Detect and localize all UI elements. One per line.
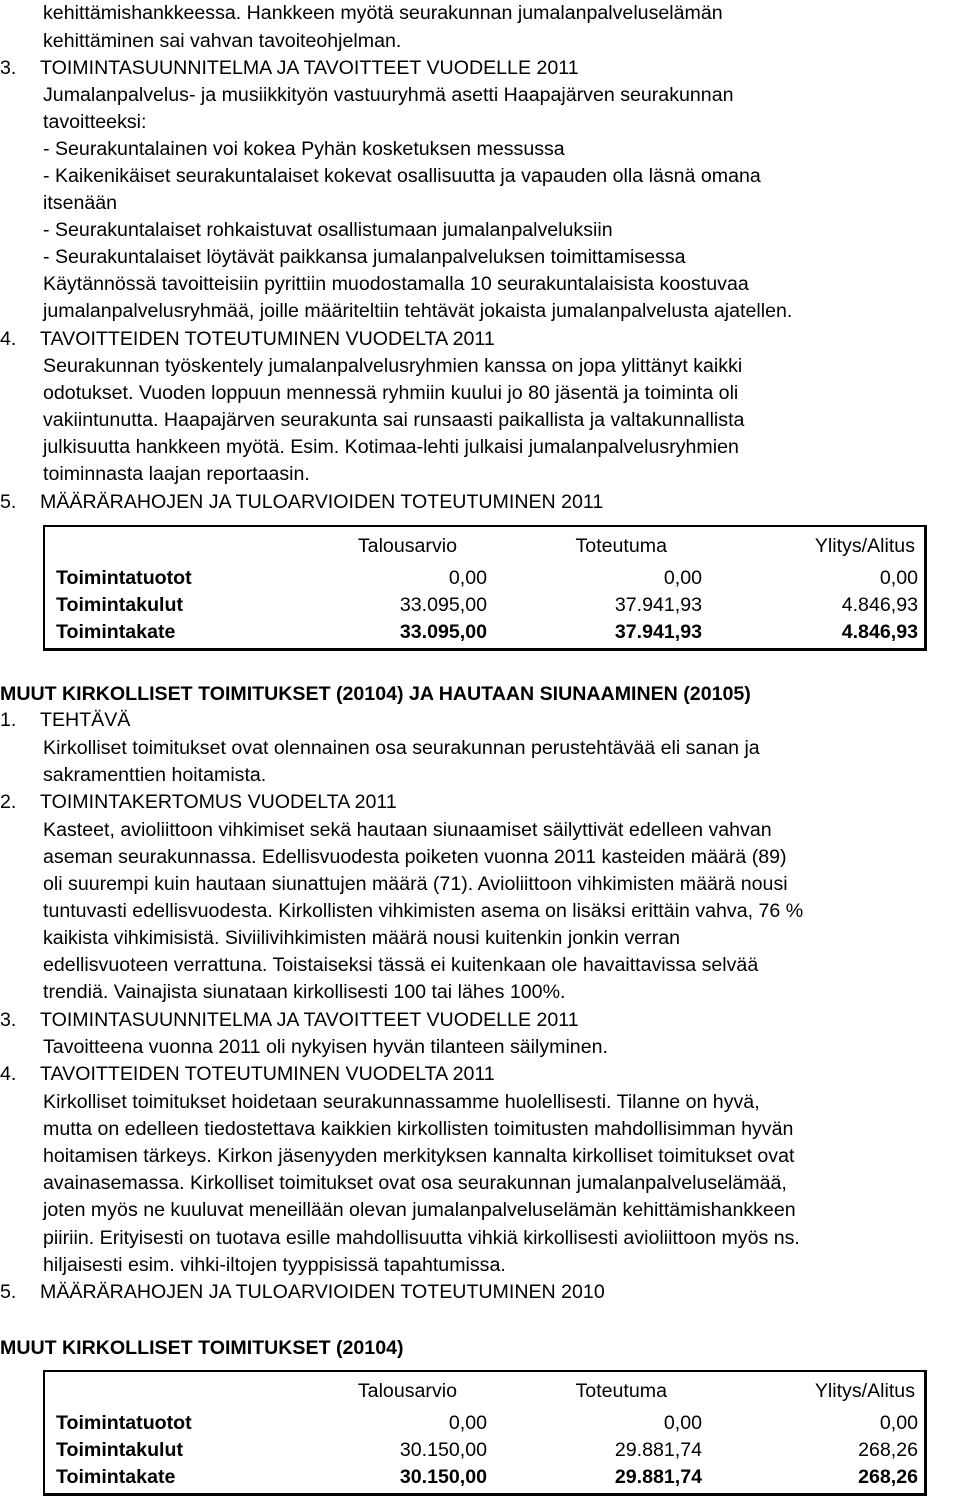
cell-toteutuma: 37.941,93 — [614, 621, 702, 643]
paragraph-line: piiriin. Erityisesti on tuotava esille mahdollisuutta vihkiä kirkollisesti avioliittoon myös ns. — [43, 1227, 800, 1249]
table-row — [43, 592, 929, 619]
table-row — [43, 1437, 929, 1464]
paragraph-line: vakiintunutta. Haapajärven seurakunta sai runsaasti paikallista ja valtakunnallista — [43, 409, 745, 431]
list-item: - Seurakuntalaiset rohkaistuvat osallistumaan jumalanpalveluksiin — [43, 219, 613, 241]
section-heading — [0, 1279, 605, 1305]
main-heading: MUUT KIRKOLLISET TOIMITUKSET (20104) JA HAUTAAN SIUNAAMINEN (20105) — [0, 683, 751, 705]
cell-toteutuma: 0,00 — [663, 1412, 702, 1434]
paragraph-line: Kirkolliset toimitukset hoidetaan seurakunnassamme huolellisesti. Tilanne on hyvä, — [43, 1091, 760, 1113]
paragraph-line: hoitamisen tärkeys. Kirkon jäsenyyden merkityksen kannalta kirkolliset toimitukset ovat — [43, 1145, 795, 1167]
row-label: Toimintakate — [56, 1466, 176, 1488]
paragraph-line: Tavoitteena vuonna 2011 oli nykyisen hyvän tilanteen säilyminen. — [43, 1036, 608, 1058]
paragraph-line: Kirkolliset toimitukset ovat olennainen osa seurakunnan perustehtävää eli sanan ja — [43, 737, 760, 759]
header-ylitys-alitus: Ylitys/Alitus — [814, 1380, 915, 1402]
section-heading — [0, 489, 603, 515]
section-number: 1. — [0, 709, 17, 731]
cell-talousarvio: 33.095,00 — [399, 594, 487, 616]
section-title: MÄÄRÄRAHOJEN JA TULOARVIOIDEN TOTEUTUMINEN 2011 — [40, 491, 604, 513]
section-heading — [0, 1061, 495, 1087]
cell-ylitys-alitus: 268,26 — [858, 1439, 918, 1461]
paragraph-line: mutta on edelleen tiedostettava kaikkien kirkollisten toimitusten mahdollisimman hyvän — [43, 1118, 794, 1140]
section-title: TEHTÄVÄ — [40, 709, 131, 731]
section-title: TAVOITTEIDEN TOTEUTUMINEN VUODELTA 2011 — [40, 328, 495, 350]
cell-ylitys-alitus: 0,00 — [879, 1412, 918, 1434]
paragraph-line: odotukset. Vuoden loppuun mennessä ryhmiin kuului jo 80 jäsentä ja toiminta oli — [43, 382, 739, 404]
header-toteutuma: Toteutuma — [575, 1380, 667, 1402]
section-number: 4. — [0, 1063, 17, 1085]
cell-talousarvio: 0,00 — [448, 1412, 487, 1434]
paragraph-line: jumalanpalvelusryhmää, joille määriteltiin tehtävät jokaista jumalanpalvelusta ajatellen. — [43, 300, 793, 322]
table-row-total — [43, 1464, 929, 1491]
section-number: 2. — [0, 791, 17, 813]
list-item: - Kaikenikäiset seurakuntalaiset kokevat osallisuutta ja vapauden olla läsnä omana — [43, 165, 761, 187]
list-item: - Seurakuntalaiset löytävät paikkansa jumalanpalveluksen toimittamisessa — [43, 246, 686, 268]
paragraph-line: Seurakunnan työskentely jumalanpalvelusryhmien kanssa on jopa ylittänyt kaikki — [43, 355, 743, 377]
paragraph-line: avainasemassa. Kirkolliset toimitukset ovat osa seurakunnan jumalanpalveluselämää, — [43, 1172, 787, 1194]
paragraph-line: toiminnasta laajan reportaasin. — [43, 463, 310, 485]
section-number: 5. — [0, 1281, 17, 1303]
paragraph-line: Kasteet, avioliittoon vihkimiset sekä hautaan siunaamiset säilyttivät edelleen vahvan — [43, 819, 772, 841]
section-number: 3. — [0, 57, 17, 79]
cell-talousarvio: 33.095,00 — [399, 621, 487, 643]
header-toteutuma: Toteutuma — [575, 535, 667, 557]
paragraph-line: tuntuvasti edellisvuodesta. Kirkollisten vihkimisten asema on lisäksi erittäin vahva, 76 % — [43, 900, 804, 922]
budget-table-2011 — [43, 525, 929, 651]
table-row-total — [43, 619, 929, 646]
paragraph-line: sakramenttien hoitamista. — [43, 764, 267, 786]
section-heading — [0, 326, 495, 352]
cell-ylitys-alitus: 268,26 — [858, 1466, 918, 1488]
paragraph-line: kaikista vihkimisistä. Siviilivihkimisten määrä nousi kuitenkin jonkin verran — [43, 927, 681, 949]
budget-table-2010 — [43, 1370, 929, 1496]
section-title: MÄÄRÄRAHOJEN JA TULOARVIOIDEN TOTEUTUMINEN 2010 — [40, 1281, 605, 1303]
cell-talousarvio: 0,00 — [448, 567, 487, 589]
section-number: 3. — [0, 1009, 17, 1031]
cell-toteutuma: 29.881,74 — [614, 1439, 702, 1461]
section-heading — [0, 1007, 579, 1033]
cell-toteutuma: 0,00 — [663, 567, 702, 589]
cell-talousarvio: 30.150,00 — [399, 1439, 487, 1461]
paragraph-line: aseman seurakunnassa. Edellisvuodesta poiketen vuonna 2011 kasteiden määrä (89) — [43, 846, 787, 868]
section-number: 5. — [0, 491, 17, 513]
cell-toteutuma: 37.941,93 — [614, 594, 702, 616]
table-header-row — [43, 533, 929, 560]
paragraph-line: kehittäminen sai vahvan tavoiteohjelman. — [43, 30, 402, 52]
row-label: Toimintakate — [56, 621, 176, 643]
section-heading — [0, 707, 130, 733]
row-label: Toimintakulut — [56, 594, 183, 616]
paragraph-line: tavoitteeksi: — [43, 111, 147, 133]
paragraph-line: hiljaisesti esim. vihki-iltojen tyyppisissä tapahtumissa. — [43, 1254, 506, 1276]
paragraph-line: kehittämishankkeessa. Hankkeen myötä seurakunnan jumalanpalveluselämän — [43, 2, 723, 24]
list-item-continued: itsenään — [43, 192, 118, 214]
paragraph-line: trendiä. Vainajista siunataan kirkollisesti 100 tai lähes 100%. — [43, 981, 566, 1003]
paragraph-line: joten myös ne kuuluvat meneillään olevan jumalanpalveluselämän kehittämishankkeen — [43, 1199, 796, 1221]
cell-ylitys-alitus: 0,00 — [879, 567, 918, 589]
section-number: 4. — [0, 328, 17, 350]
table-header-row — [43, 1378, 929, 1405]
header-ylitys-alitus: Ylitys/Alitus — [814, 535, 915, 557]
paragraph-line: Käytännössä tavoitteisiin pyrittiin muodostamalla 10 seurakuntalaisista koostuvaa — [43, 273, 749, 295]
paragraph-line: oli suurempi kuin hautaan siunattujen määrä (71). Avioliittoon vihkimisten määrä nousi — [43, 873, 788, 895]
table-row — [43, 565, 929, 592]
header-talousarvio: Talousarvio — [357, 1380, 457, 1402]
list-item: - Seurakuntalainen voi kokea Pyhän kosketuksen messussa — [43, 138, 565, 160]
cell-talousarvio: 30.150,00 — [399, 1466, 487, 1488]
header-talousarvio: Talousarvio — [357, 535, 457, 557]
paragraph-line: edellisvuoteen verrattuna. Toistaiseksi tässä ei kuitenkaan ole havaittavissa selvää — [43, 954, 759, 976]
cell-ylitys-alitus: 4.846,93 — [841, 594, 918, 616]
cell-toteutuma: 29.881,74 — [614, 1466, 702, 1488]
section-heading — [0, 789, 397, 815]
cell-ylitys-alitus: 4.846,93 — [841, 621, 918, 643]
main-heading: MUUT KIRKOLLISET TOIMITUKSET (20104) — [0, 1337, 404, 1359]
section-title: TAVOITTEIDEN TOTEUTUMINEN VUODELTA 2011 — [40, 1063, 495, 1085]
row-label: Toimintatuotot — [56, 567, 192, 589]
row-label: Toimintatuotot — [56, 1412, 192, 1434]
paragraph-line: julkisuutta hankkeen myötä. Esim. Kotimaa-lehti julkaisi jumalanpalvelusryhmien — [43, 436, 739, 458]
section-heading — [0, 55, 579, 81]
section-title: TOIMINTASUUNNITELMA JA TAVOITTEET VUODELLE 2011 — [40, 57, 579, 79]
paragraph-line: Jumalanpalvelus- ja musiikkityön vastuuryhmä asetti Haapajärven seurakunnan — [43, 84, 734, 106]
table-row — [43, 1410, 929, 1437]
section-title: TOIMINTASUUNNITELMA JA TAVOITTEET VUODELLE 2011 — [40, 1009, 579, 1031]
row-label: Toimintakulut — [56, 1439, 183, 1461]
section-title: TOIMINTAKERTOMUS VUODELTA 2011 — [40, 791, 397, 813]
